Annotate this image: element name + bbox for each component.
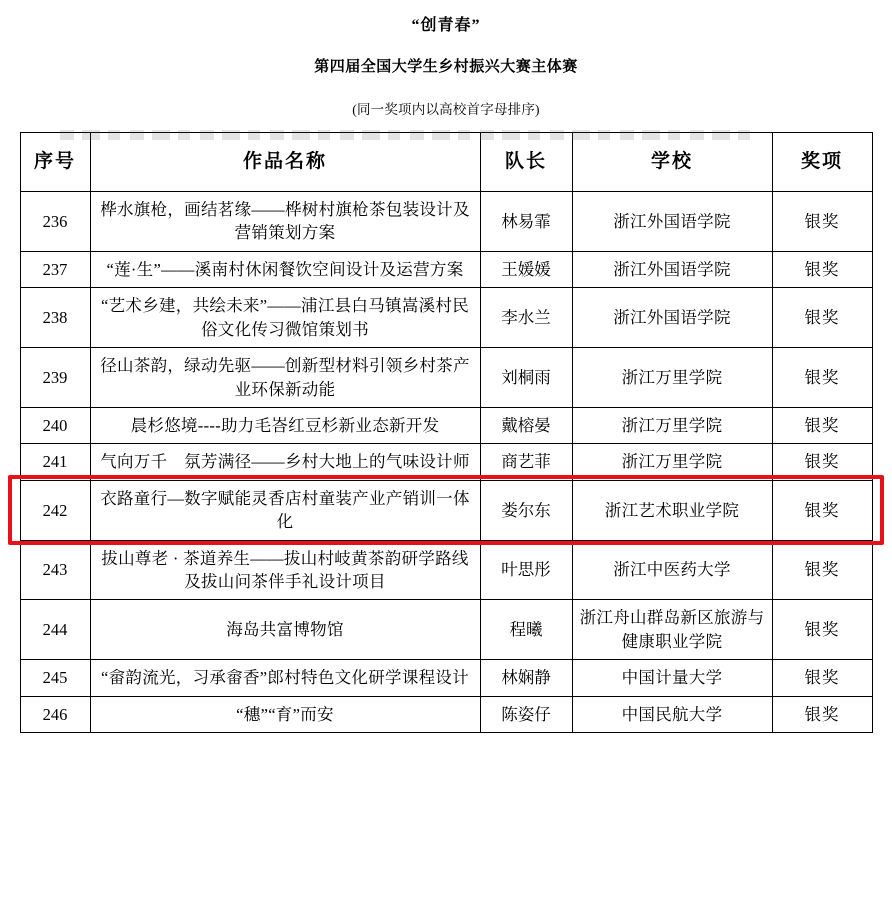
- cell-leader: 李水兰: [480, 288, 572, 348]
- cell-leader: 林易霏: [480, 192, 572, 252]
- cell-school: 浙江艺术职业学院: [572, 480, 772, 540]
- cell-name: 桦水旗枪，画结茗缘——桦树村旗枪茶包装设计及营销策划方案: [90, 192, 480, 252]
- cell-school: 中国民航大学: [572, 696, 772, 732]
- cell-award: 银奖: [772, 600, 872, 660]
- cell-award: 银奖: [772, 480, 872, 540]
- column-header-school: 学校: [572, 133, 772, 192]
- cell-no: 236: [20, 192, 90, 252]
- table-row: [20, 540, 872, 600]
- table-header-row: [20, 133, 872, 192]
- cell-name: 衣路童行—数字赋能灵香店村童装产业产销训一体化: [90, 480, 480, 540]
- cell-no: 239: [20, 348, 90, 408]
- table-row: [20, 696, 872, 732]
- cell-name: “艺术乡建，共绘未来”——浦江县白马镇嵩溪村民俗文化传习微馆策划书: [90, 288, 480, 348]
- cell-school: 浙江万里学院: [572, 407, 772, 443]
- cell-award: 银奖: [772, 444, 872, 480]
- cell-award: 银奖: [772, 540, 872, 600]
- faded-text-artifact: [60, 130, 750, 140]
- document-title-sub: 第四届全国大学生乡村振兴大赛主体赛: [314, 59, 578, 75]
- cell-no: 241: [20, 444, 90, 480]
- cell-name: “穗”“育”而安: [90, 696, 480, 732]
- cell-no: 240: [20, 407, 90, 443]
- table-row: [20, 348, 872, 408]
- document-title-main: “创青春”: [411, 17, 481, 34]
- cell-school: 浙江外国语学院: [572, 192, 772, 252]
- cell-school: 中国计量大学: [572, 660, 772, 696]
- cell-award: 银奖: [772, 696, 872, 732]
- column-header-award: 奖项: [772, 133, 872, 192]
- cell-no: 246: [20, 696, 90, 732]
- cell-leader: 林娴静: [480, 660, 572, 696]
- cell-name: 气向万千 氛芳满径——乡村大地上的气味设计师: [90, 444, 480, 480]
- cell-no: 243: [20, 540, 90, 600]
- table-body: [20, 192, 872, 733]
- cell-leader: 陈姿仔: [480, 696, 572, 732]
- cell-leader: 叶思彤: [480, 540, 572, 600]
- column-header-leader: 队长: [480, 133, 572, 192]
- cell-no: 242: [20, 480, 90, 540]
- cell-name: 海岛共富博物馆: [90, 600, 480, 660]
- document-sort-note: (同一奖项内以高校首字母排序): [352, 102, 540, 117]
- cell-name: “莲·生”——溪南村休闲餐饮空间设计及运营方案: [90, 251, 480, 287]
- cell-no: 237: [20, 251, 90, 287]
- cell-leader: 娄尔东: [480, 480, 572, 540]
- cell-school: 浙江万里学院: [572, 348, 772, 408]
- cell-award: 银奖: [772, 660, 872, 696]
- document-header: [0, 0, 892, 118]
- cell-leader: 戴榕晏: [480, 407, 572, 443]
- cell-school: 浙江中医药大学: [572, 540, 772, 600]
- cell-award: 银奖: [772, 192, 872, 252]
- cell-leader: 程曦: [480, 600, 572, 660]
- award-list-table: [20, 132, 873, 733]
- column-header-name: 作品名称: [90, 133, 480, 192]
- cell-school: 浙江外国语学院: [572, 288, 772, 348]
- table-row: [20, 192, 872, 252]
- cell-no: 245: [20, 660, 90, 696]
- cell-leader: 商艺菲: [480, 444, 572, 480]
- cell-school: 浙江万里学院: [572, 444, 772, 480]
- cell-name: “畲韵流光，习承畲香”郎村特色文化研学课程设计: [90, 660, 480, 696]
- cell-no: 244: [20, 600, 90, 660]
- table-row-highlighted: [20, 480, 872, 540]
- cell-school: 浙江舟山群岛新区旅游与健康职业学院: [572, 600, 772, 660]
- cell-award: 银奖: [772, 251, 872, 287]
- cell-name: 径山茶韵，绿动先驱——创新型材料引领乡村茶产业环保新动能: [90, 348, 480, 408]
- column-header-no: 序号: [20, 133, 90, 192]
- cell-no: 238: [20, 288, 90, 348]
- table-row: [20, 660, 872, 696]
- table-row: [20, 288, 872, 348]
- table-row: [20, 407, 872, 443]
- cell-school: 浙江外国语学院: [572, 251, 772, 287]
- cell-award: 银奖: [772, 407, 872, 443]
- table-row: [20, 444, 872, 480]
- table-row: [20, 251, 872, 287]
- cell-leader: 王媛媛: [480, 251, 572, 287]
- cell-award: 银奖: [772, 288, 872, 348]
- cell-leader: 刘桐雨: [480, 348, 572, 408]
- cell-award: 银奖: [772, 348, 872, 408]
- cell-name: 晨杉悠境----助力毛峇红豆杉新业态新开发: [90, 407, 480, 443]
- table-row: [20, 600, 872, 660]
- cell-name: 拔山尊老 · 茶道养生——拔山村岐黄茶韵研学路线及拔山问茶伴手礼设计项目: [90, 540, 480, 600]
